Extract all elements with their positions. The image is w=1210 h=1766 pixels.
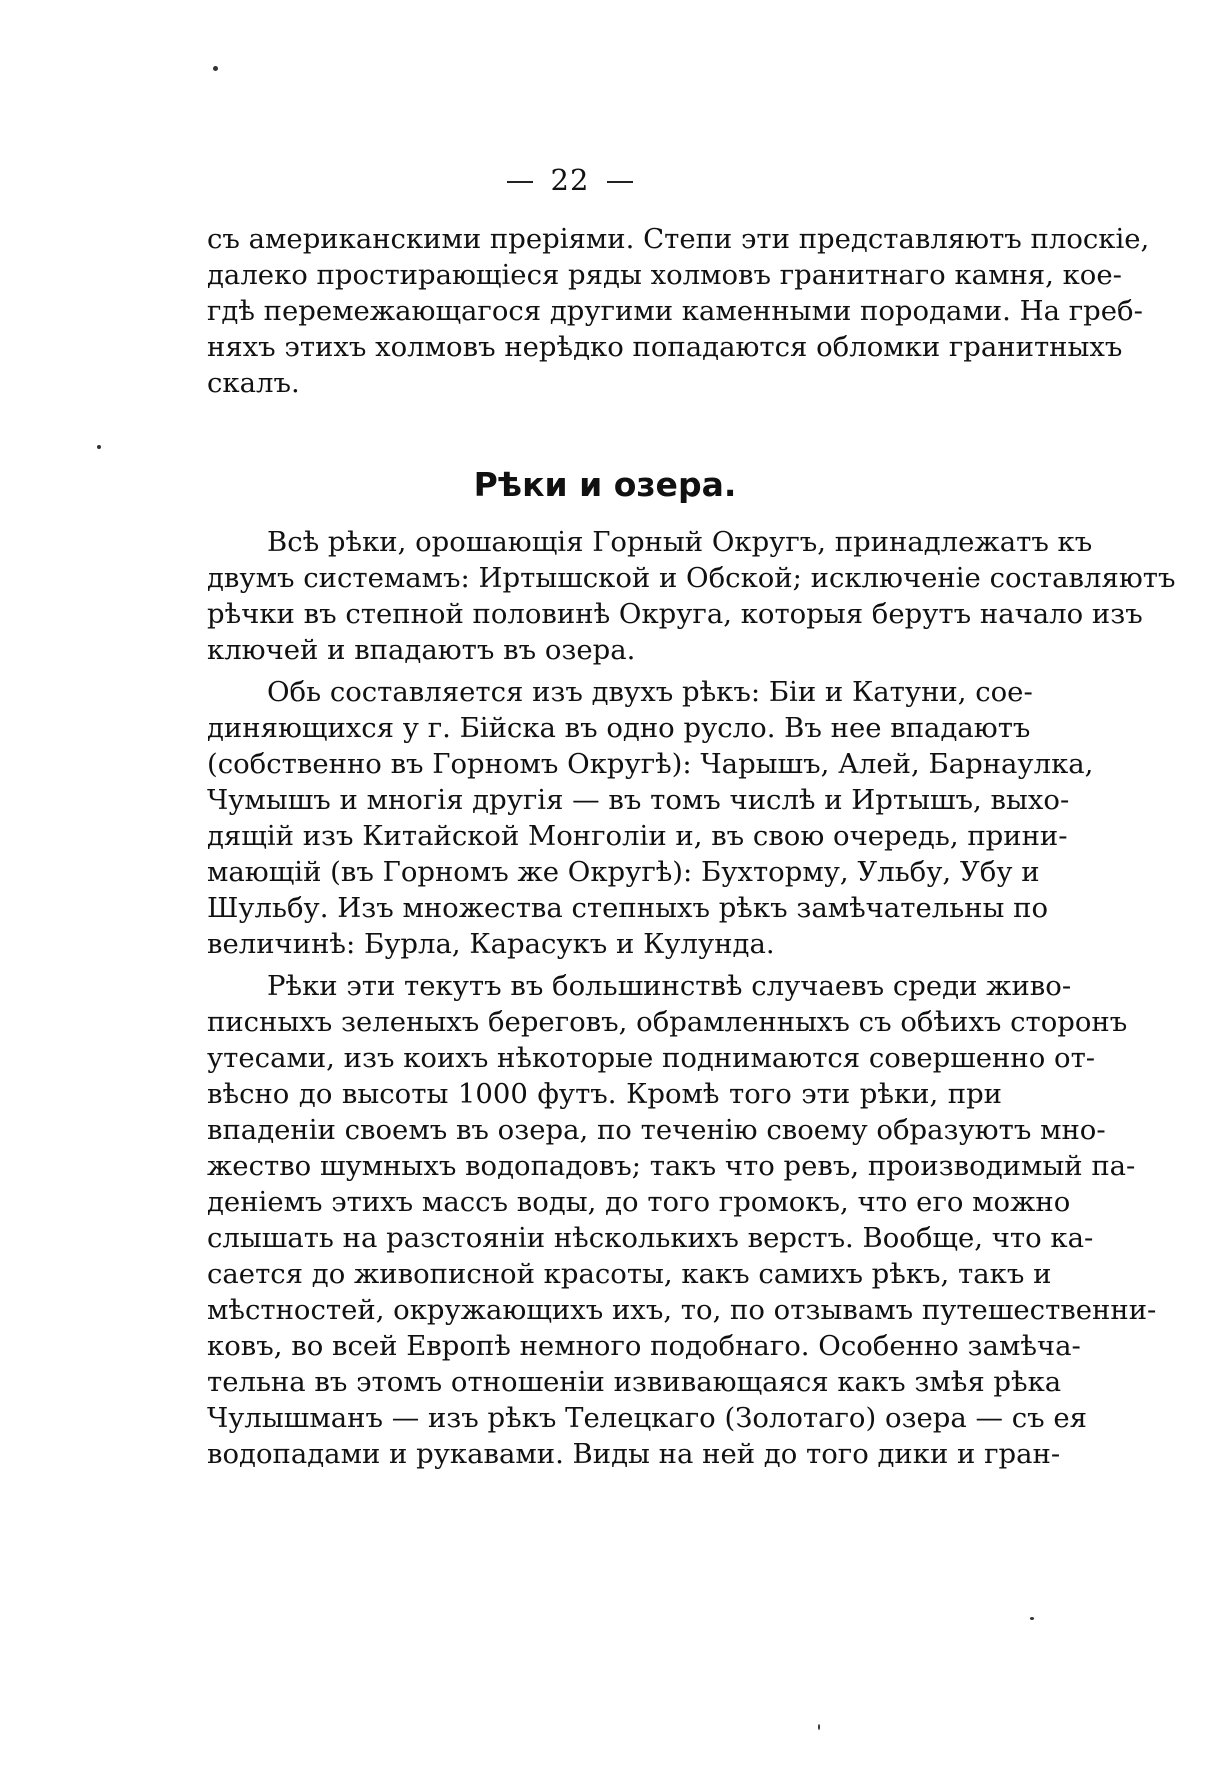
page-number-dash-right xyxy=(607,181,633,183)
text-line: писныхъ зеленыхъ береговъ, обрамленныхъ съ обѣихъ сторонъ xyxy=(207,1006,1128,1038)
text-line: сается до живописной красоты, какъ самихъ рѣкъ, такъ и xyxy=(207,1258,1052,1290)
text-line: впаденіи своемъ въ озера, по теченію своему образуютъ мно- xyxy=(207,1114,1106,1146)
text-line: скалъ. xyxy=(207,367,300,399)
text-line: дящій изъ Китайской Монголіи и, въ свою очередь, прини- xyxy=(207,820,1068,852)
text-line: ковъ, во всей Европѣ немного подобнаго. Особенно замѣча- xyxy=(207,1330,1081,1362)
text-line: водопадами и рукавами. Виды на ней до того дики и гран- xyxy=(207,1438,1061,1470)
intro-paragraph xyxy=(207,221,1150,401)
paragraph-1 xyxy=(207,524,1176,668)
text-line: диняющихся у г. Бійска въ одно русло. Въ нее впадаютъ xyxy=(207,712,1031,744)
print-speck xyxy=(97,445,101,449)
text-line: (собственно въ Горномъ Округѣ): Чарышъ, Алей, Барнаулка, xyxy=(207,748,1094,780)
text-line: Чулышманъ — изъ рѣкъ Телецкаго (Золотаго) озера — съ ея xyxy=(207,1402,1088,1434)
print-speck xyxy=(213,66,218,71)
print-speck xyxy=(818,1724,820,1730)
text-line: съ американскими преріями. Степи эти представляютъ плоскіе, xyxy=(207,223,1150,255)
text-line: Обь составляется изъ двухъ рѣкъ: Біи и Катуни, сое- xyxy=(267,676,1033,708)
text-line: мѣстностей, окружающихъ ихъ, то, по отзывамъ путешественни- xyxy=(207,1294,1157,1326)
paragraph-3 xyxy=(207,968,1157,1472)
text-line: утесами, изъ коихъ нѣкоторые поднимаются совершенно от- xyxy=(207,1042,1096,1074)
text-line: ключей и впадаютъ въ озера. xyxy=(207,634,636,666)
text-line: Шульбу. Изъ множества степныхъ рѣкъ замѣчательны по xyxy=(207,892,1049,924)
text-line: Чумышъ и многія другія — въ томъ числѣ и Иртышъ, выхо- xyxy=(207,784,1070,816)
page-number-value: 22 xyxy=(550,163,590,197)
section-heading: Рѣки и озера. xyxy=(473,465,737,504)
text-line: величинѣ: Бурла, Карасукъ и Кулунда. xyxy=(207,928,775,960)
text-line: Рѣки эти текутъ въ большинствѣ случаевъ среди живо- xyxy=(267,970,1072,1002)
page-number xyxy=(0,163,1140,197)
text-line: двумъ системамъ: Иртышской и Обской; исключеніе составляютъ xyxy=(207,562,1176,594)
page-number-dash-left xyxy=(507,181,533,183)
text-line: рѣчки въ степной половинѣ Округа, которыя берутъ начало изъ xyxy=(207,598,1143,630)
text-line: тельна въ этомъ отношеніи извивающаяся какъ змѣя рѣка xyxy=(207,1366,1062,1398)
print-speck xyxy=(1030,1617,1034,1620)
text-line: няхъ этихъ холмовъ нерѣдко попадаются обломки гранитныхъ xyxy=(207,331,1123,363)
text-line: Всѣ рѣки, орошающія Горный Округъ, принадлежатъ къ xyxy=(267,526,1093,558)
text-line: деніемъ этихъ массъ воды, до того громокъ, что его можно xyxy=(207,1186,1071,1218)
text-line: мающій (въ Горномъ же Округѣ): Бухторму, Ульбу, Убу и xyxy=(207,856,1040,888)
text-line: жество шумныхъ водопадовъ; такъ что ревъ, производимый па- xyxy=(207,1150,1136,1182)
text-line: вѣсно до высоты 1000 футъ. Кромѣ того эти рѣки, при xyxy=(207,1078,1002,1110)
text-line: гдѣ перемежающагося другими каменными породами. На греб- xyxy=(207,295,1143,327)
paragraph-2 xyxy=(207,674,1094,962)
text-line: далеко простирающіеся ряды холмовъ гранитнаго камня, кое- xyxy=(207,259,1122,291)
text-line: слышать на разстояніи нѣсколькихъ верстъ. Вообще, что ка- xyxy=(207,1222,1094,1254)
